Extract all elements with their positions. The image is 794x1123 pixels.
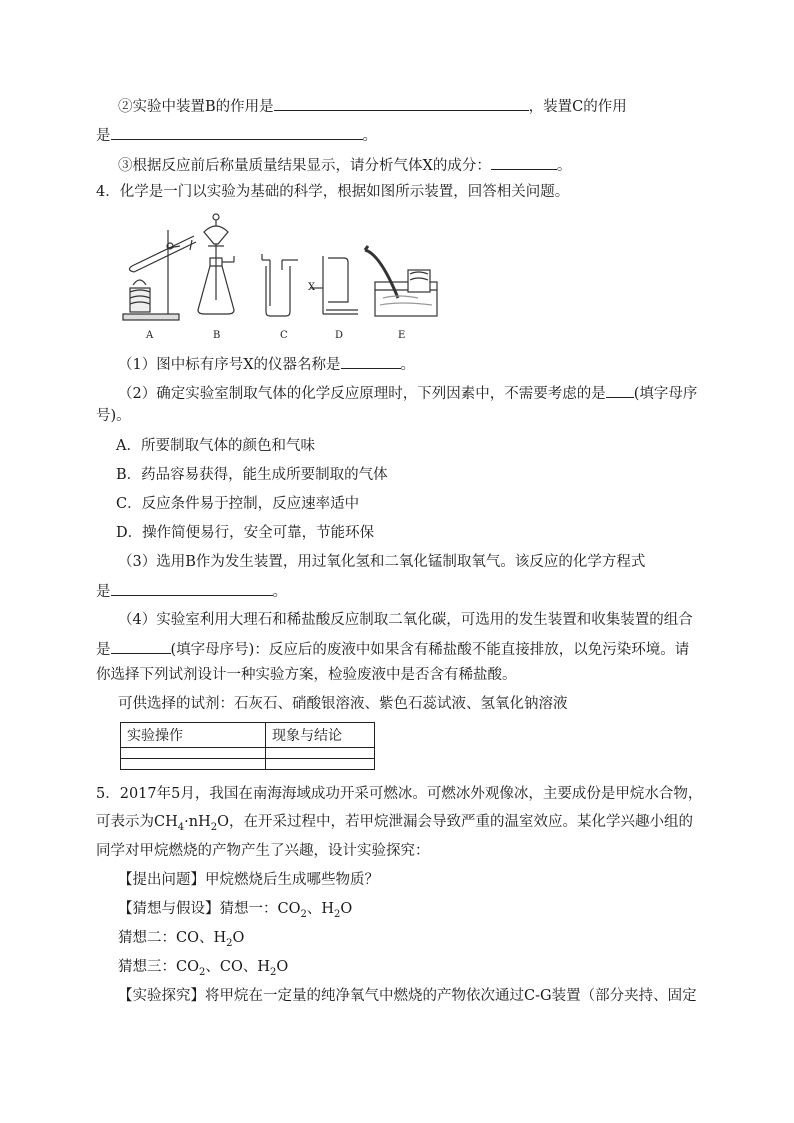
answer-blank[interactable] bbox=[341, 353, 401, 369]
option-c: C．反应条件易于控制，反应速率适中 bbox=[116, 496, 360, 512]
apparatus-b bbox=[198, 214, 234, 314]
label-a: A bbox=[146, 330, 154, 341]
q5-guess2: 猜想二：CO、$H_2O$ bbox=[118, 930, 245, 949]
q5-line3: 同学对甲烷燃烧的产物产生了兴趣，设计实验探究： bbox=[96, 843, 430, 859]
option-d: D．操作简便易行，安全可靠，节能环保 bbox=[116, 525, 375, 541]
q5-explore: 【实验探究】将甲烷在一定量的纯净氧气中燃烧的产物依次通过C-G装置（部分夹持、固定 bbox=[118, 988, 697, 1004]
q4-p4-line2: 是 (填字母序号)：反应后的废液中如果含有稀盐酸不能直接排放，以免污染环境。请 bbox=[96, 638, 689, 660]
table-header-operation: 实验操作 bbox=[121, 723, 266, 748]
label-d: D bbox=[335, 330, 344, 341]
q5-line2: 可表示为$CH_4\cdot nH_2O$，在开采过程中，若甲烷泄漏会导致严重的温室效应。某化学兴趣小组的 bbox=[96, 814, 693, 833]
label-b: B bbox=[213, 330, 221, 341]
table-cell-operation[interactable] bbox=[121, 748, 266, 759]
apparatus-a bbox=[123, 230, 196, 320]
option-b: B．药品容易获得，能生成所要制取的气体 bbox=[116, 467, 388, 483]
label-e: E bbox=[398, 330, 406, 341]
q3-sub2-line2: 是 。 bbox=[96, 124, 377, 146]
apparatus-e bbox=[365, 246, 437, 316]
q4-p3-line1: （3）选用B作为发生装置，用过氧化氢和二氧化锰制取氧气。该反应的化学方程式 bbox=[118, 554, 646, 570]
q4-stem: 4．化学是一门以实验为基础的科学，根据如图所示装置，回答相关问题。 bbox=[96, 184, 570, 200]
answer-blank[interactable] bbox=[111, 638, 171, 654]
answer-blank[interactable] bbox=[606, 382, 634, 398]
answer-blank[interactable] bbox=[274, 95, 529, 111]
answer-blank[interactable] bbox=[491, 154, 557, 170]
q5-line1: 5．2017年5月，我国在南海海域成功开采可燃冰。可燃冰外观像冰，主要成份是甲烷水合物， bbox=[96, 786, 703, 802]
q4-p2-line1: （2）确定实验室制取气体的化学反应原理时，下列因素中，不需要考虑的是 (填字母序 bbox=[118, 382, 697, 404]
label-c: C bbox=[280, 330, 288, 341]
table-cell-result[interactable] bbox=[266, 748, 375, 759]
apparatus-d bbox=[310, 256, 358, 314]
q5-guess3: 猜想三：$CO_2$、CO、$H_2O$ bbox=[118, 959, 289, 978]
answer-blank[interactable] bbox=[111, 580, 273, 596]
table-header-result: 现象与结论 bbox=[266, 723, 375, 748]
label-x: X bbox=[308, 282, 316, 293]
q4-p2-line2: 号)。 bbox=[96, 408, 131, 424]
q4-reagents: 可供选择的试剂：石灰石、硝酸银溶液、紫色石蕊试液、氢氧化钠溶液 bbox=[118, 696, 568, 712]
q4-p4-line3: 你选择下列试剂设计一种实验方案，检验废液中是否含有稀盐酸。 bbox=[96, 667, 517, 683]
q4-p4-line1: （4）实验室利用大理石和稀盐酸反应制取二氧化碳，可选用的发生装置和收集装置的组合 bbox=[118, 612, 693, 628]
apparatus-c bbox=[262, 254, 298, 316]
q5-question: 【提出问题】甲烷燃烧后生成哪些物质？ bbox=[118, 872, 379, 888]
q3-sub3: ③根据反应前后称量质量结果显示，请分析气体X的成分： 。 bbox=[118, 154, 571, 176]
q4-p3-line2: 是 。 bbox=[96, 580, 287, 602]
q5-guess1: 【猜想与假设】猜想一：$CO_2$、$H_2O$ bbox=[118, 901, 353, 920]
option-a: A．所要制取气体的颜色和气味 bbox=[116, 438, 315, 454]
apparatus-figure bbox=[118, 210, 448, 345]
table-cell-result[interactable] bbox=[266, 759, 375, 770]
table-cell-operation[interactable] bbox=[121, 759, 266, 770]
q4-p1: （1）图中标有序号X的仪器名称是 。 bbox=[118, 353, 415, 375]
answer-blank[interactable] bbox=[111, 124, 363, 140]
experiment-table bbox=[120, 722, 375, 770]
q3-sub2-line1: ②实验中装置B的作用是 ，装置C的作用 bbox=[118, 95, 627, 117]
